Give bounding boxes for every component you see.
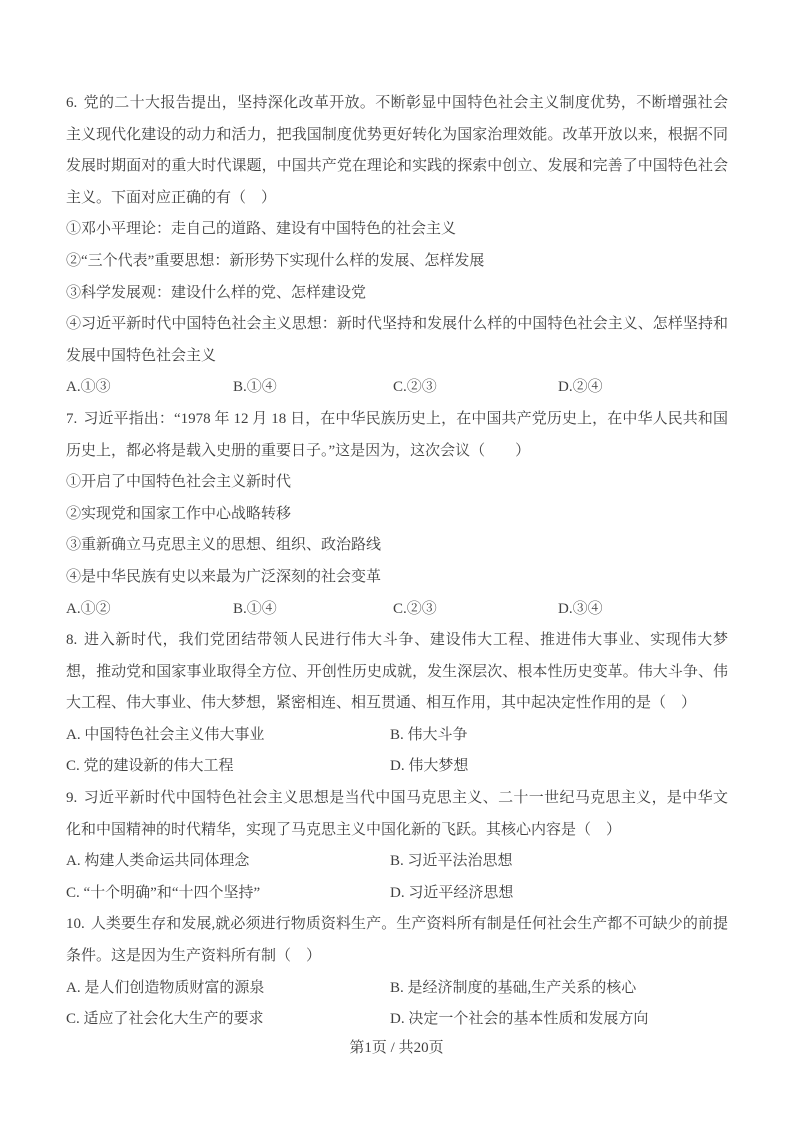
option-item: C.②③	[393, 600, 437, 617]
option-item: D.③④	[558, 600, 603, 617]
question-sub-item: ②“三个代表”重要思想：新形势下实现什么样的发展、怎样发展	[66, 252, 485, 269]
question-stem: 党的二十大报告提出，坚持深化改革开放。不断彰显中国特色社会主义制度优势，不断增强社会主义现代化建设的动力和活力，把我国制度优势更好转化为国家治理效能。改革开放以来，根据不同发展时期面对的重大时代课题，中国共产党在理论和实践的探索中创立、发展和完善了中国特色社会主义。下面对应正确的有（ ）	[66, 95, 728, 206]
question-stem: 习近平指出：“1978 年 12 月 18 日，在中华民族历史上，在中国共产党历史上，在中华人民共和国历史上，都必将是载入史册的重要日子。”这是因为，这次会议（ ）	[66, 410, 728, 459]
option-item: D. 决定一个社会的基本性质和发展方向	[390, 1011, 649, 1028]
question-options	[66, 372, 728, 404]
option-item: A.①②	[66, 600, 111, 617]
option-item: B.①④	[233, 600, 277, 617]
question-stem-paragraph	[66, 625, 728, 720]
question-sub-items	[66, 214, 728, 372]
question-block	[66, 404, 728, 625]
question-block	[66, 909, 728, 1035]
option-item: C. 适应了社会化大生产的要求	[66, 1011, 264, 1028]
option-item: C.②③	[393, 379, 437, 396]
question-stem-paragraph	[66, 909, 728, 972]
option-item: C. 党的建设新的伟大工程	[66, 758, 234, 775]
question-stem: 习近平新时代中国特色社会主义思想是当代中国马克思主义、二十一世纪马克思主义，是中华文化和中国精神的时代精华，实现了马克思主义中国化新的飞跃。其核心内容是（ ）	[66, 790, 728, 838]
option-item: B. 伟大斗争	[390, 726, 468, 743]
page-footer	[0, 1036, 793, 1060]
option-item: C. “十个明确”和“十四个坚持”	[66, 884, 261, 901]
option-item: B. 习近平法治思想	[390, 853, 513, 870]
option-item: D.②④	[558, 379, 603, 396]
question-options	[66, 720, 728, 783]
question-number: 6.	[66, 95, 78, 111]
question-number: 10.	[66, 916, 85, 933]
question-sub-item: ②实现党和国家工作中心战略转移	[66, 505, 292, 522]
question-sub-item: ④习近平新时代中国特色社会主义思想：新时代坚持和发展什么样的中国特色社会主义、怎样坚持和发展中国特色社会主义	[66, 316, 728, 364]
question-stem-paragraph	[66, 783, 728, 846]
option-item: A. 是人们创造物质财富的源泉	[66, 979, 265, 996]
questions-area	[66, 88, 728, 1036]
question-sub-items	[66, 467, 728, 593]
question-number: 7.	[66, 410, 78, 427]
question-options	[66, 594, 728, 626]
question-number: 9.	[66, 790, 78, 807]
option-item: A.①③	[66, 379, 111, 396]
option-item: B. 是经济制度的基础,生产关系的核心	[390, 979, 637, 996]
option-item: A. 中国特色社会主义伟大事业	[66, 726, 265, 743]
question-block	[66, 783, 728, 909]
question-sub-item: ①邓小平理论：走自己的道路、建设有中国特色的社会主义	[66, 221, 457, 238]
question-sub-item: ①开启了中国特色社会主义新时代	[66, 474, 292, 491]
question-options	[66, 973, 728, 1036]
question-sub-item: ③科学发展观：建设什么样的党、怎样建设党	[66, 284, 367, 301]
option-item: D. 习近平经济思想	[390, 884, 514, 901]
option-item: B.①④	[233, 379, 277, 396]
question-sub-item: ③重新确立马克思主义的思想、组织、政治路线	[66, 537, 382, 554]
question-stem-paragraph	[66, 404, 728, 467]
option-item: D. 伟大梦想	[390, 758, 469, 775]
option-item: A. 构建人类命运共同体理念	[66, 853, 250, 870]
question-stem: 进入新时代，我们党团结带领人民进行伟大斗争、建设伟大工程、推进伟大事业、实现伟大梦想，推动党和国家事业取得全方位、开创性历史成就，发生深层次、根本性历史变革。伟大斗争、伟大工程、伟大事业、伟大梦想，紧密相连、相互贯通、相互作用，其中起决定性作用的是（ ）	[66, 632, 728, 712]
question-sub-item: ④是中华民族有史以来最为广泛深刻的社会变革	[66, 568, 382, 585]
question-stem: 人类要生存和发展,就必须进行物质资料生产。生产资料所有制是任何社会生产都不可缺少的前提条件。这是因为生产资料所有制（ ）	[66, 916, 728, 965]
question-number: 8.	[66, 632, 78, 649]
question-stem-paragraph	[66, 88, 728, 214]
question-block	[66, 88, 728, 404]
question-block	[66, 625, 728, 783]
page-indicator: 第1页 / 共20页	[349, 1040, 444, 1056]
question-options	[66, 846, 728, 909]
